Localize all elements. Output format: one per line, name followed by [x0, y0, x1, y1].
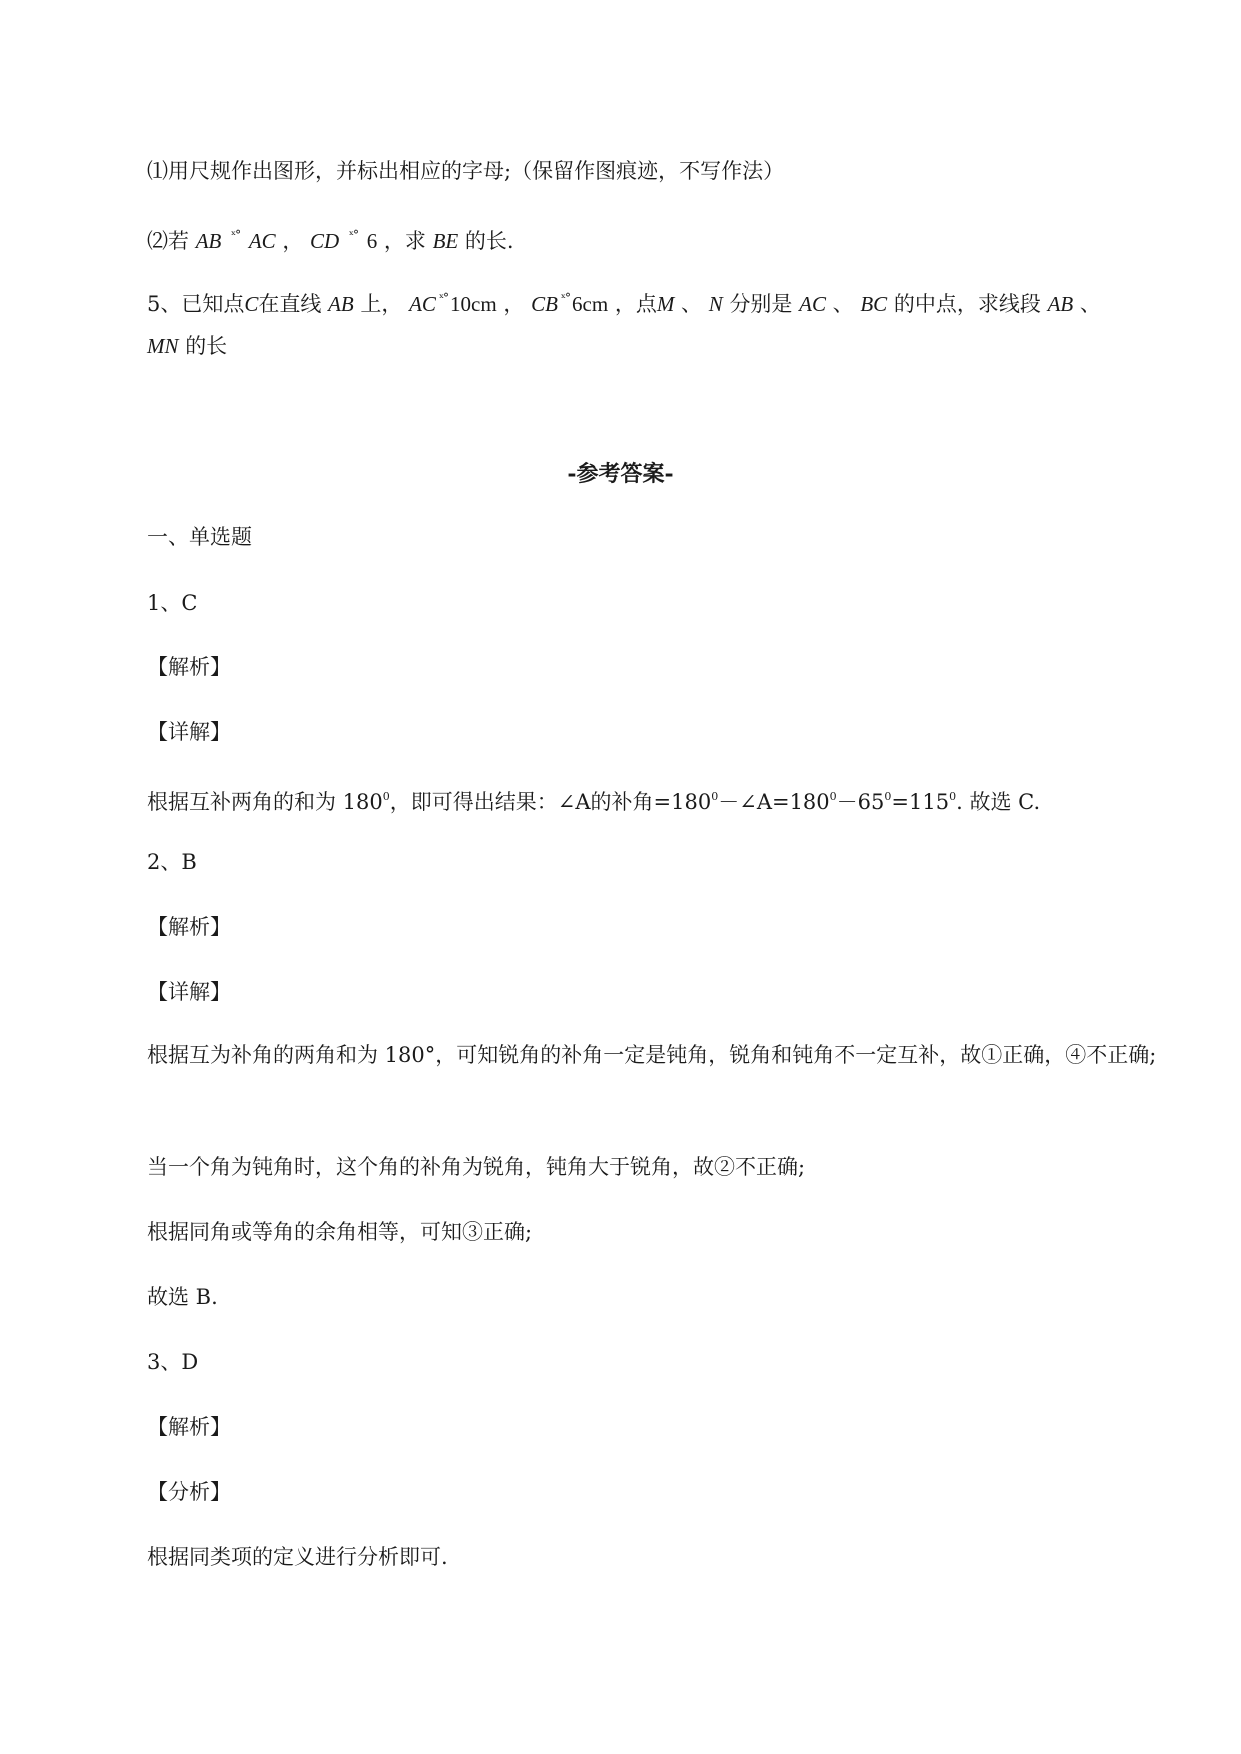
- q4-part1: ⑴用尺规作出图形，并标出相应的字母;（保留作图痕迹，不写作法）: [147, 159, 785, 183]
- section-heading: 一、单选题: [147, 525, 252, 549]
- point-m: M: [656, 292, 675, 316]
- equal-mark: ˣ°: [231, 228, 241, 242]
- num-6: 6: [366, 229, 378, 253]
- q5-t5: 、: [681, 292, 703, 316]
- seg-cb: CB: [531, 292, 558, 316]
- a1-p6: . 故选 C.: [956, 790, 1041, 814]
- degree-mark: 0: [382, 790, 390, 803]
- answer-2-text-1: 根据互为补角的两角和为 180°，可知锐角的补角一定是钝角，锐角和钝角不一定互补，故①正确，④不正确;: [147, 1043, 1157, 1067]
- point-c: C: [244, 292, 259, 316]
- line-ab: AB: [328, 292, 354, 316]
- q5-t3: ，: [503, 292, 525, 316]
- var-be: BE: [432, 229, 459, 253]
- answer-1-text: [147, 782, 1040, 817]
- equal-mark: ˣ°: [560, 291, 571, 305]
- q5-t2: 上，: [360, 292, 403, 316]
- answer-2-jiexi: 【解析】: [147, 915, 231, 939]
- point-n: N: [708, 292, 723, 316]
- answer-2-text-3: 根据同角或等角的余角相等，可知③正确;: [147, 1220, 533, 1244]
- answer-1-jiexi: 【解析】: [147, 655, 231, 679]
- equal-mark: ˣ°: [348, 228, 358, 242]
- a1-p3: －∠A=180: [718, 790, 830, 814]
- val-ac: 10cm: [450, 292, 497, 316]
- answer-2-xiangjie: 【详解】: [147, 980, 231, 1004]
- q5-t1: 在直线: [258, 292, 322, 316]
- q5-t7: 、: [832, 292, 854, 316]
- degree-mark: 0: [949, 790, 957, 803]
- answer-3-label: 3、D: [147, 1350, 199, 1374]
- q4-part2: [147, 220, 514, 256]
- seg-ac: AC: [409, 292, 436, 316]
- seg-ac-2: AC: [799, 292, 826, 316]
- answer-3-text: 根据同类项的定义进行分析即可.: [147, 1545, 448, 1569]
- degree-mark: 0: [711, 790, 719, 803]
- answer-1-xiangjie: 【详解】: [147, 720, 231, 744]
- var-ac: AC: [248, 229, 276, 253]
- q5-num: 5、已知点: [147, 292, 245, 316]
- answer-2-text-2: 当一个角为钝角时，这个角的补角为锐角，钝角大于锐角，故②不正确;: [147, 1155, 806, 1179]
- q5-t9: 、: [1079, 292, 1101, 316]
- answers-title: -参考答案-: [567, 461, 674, 487]
- seg-ab: AB: [1047, 292, 1074, 316]
- q5-text: [147, 277, 1177, 367]
- equal-mark: ˣ°: [438, 291, 449, 305]
- answer-2-text-4: 故选 B.: [147, 1285, 218, 1309]
- seg-bc: BC: [860, 292, 888, 316]
- a1-p5: =115: [891, 790, 950, 814]
- q4-part2-mid: ，求: [383, 229, 426, 253]
- a1-p2: ，即可得出结果：∠A的补角=180: [389, 790, 712, 814]
- q5-t4: ，点: [614, 292, 657, 316]
- val-cb: 6cm: [572, 292, 609, 316]
- q5-t6: 分别是: [729, 292, 793, 316]
- answer-2-label: 2、B: [147, 850, 197, 874]
- answer-1-label: 1、C: [147, 591, 198, 615]
- a1-p1: 根据互补两角的和为 180: [147, 790, 383, 814]
- degree-mark: 0: [884, 790, 892, 803]
- q5-t8: 的中点，求线段: [893, 292, 1041, 316]
- seg-mn: MN: [147, 334, 179, 358]
- answer-3-fenxi: 【分析】: [147, 1480, 231, 1504]
- q5-t10: 的长: [185, 334, 228, 358]
- var-cd: CD: [310, 229, 340, 253]
- degree-mark: 0: [829, 790, 837, 803]
- answer-3-jiexi: 【解析】: [147, 1415, 231, 1439]
- q4-part2-prefix: ⑵若: [147, 229, 189, 253]
- sep: ，: [282, 229, 304, 253]
- a1-p4: －65: [836, 790, 885, 814]
- var-ab: AB: [195, 229, 222, 253]
- q4-part2-suffix: 的长.: [464, 229, 514, 253]
